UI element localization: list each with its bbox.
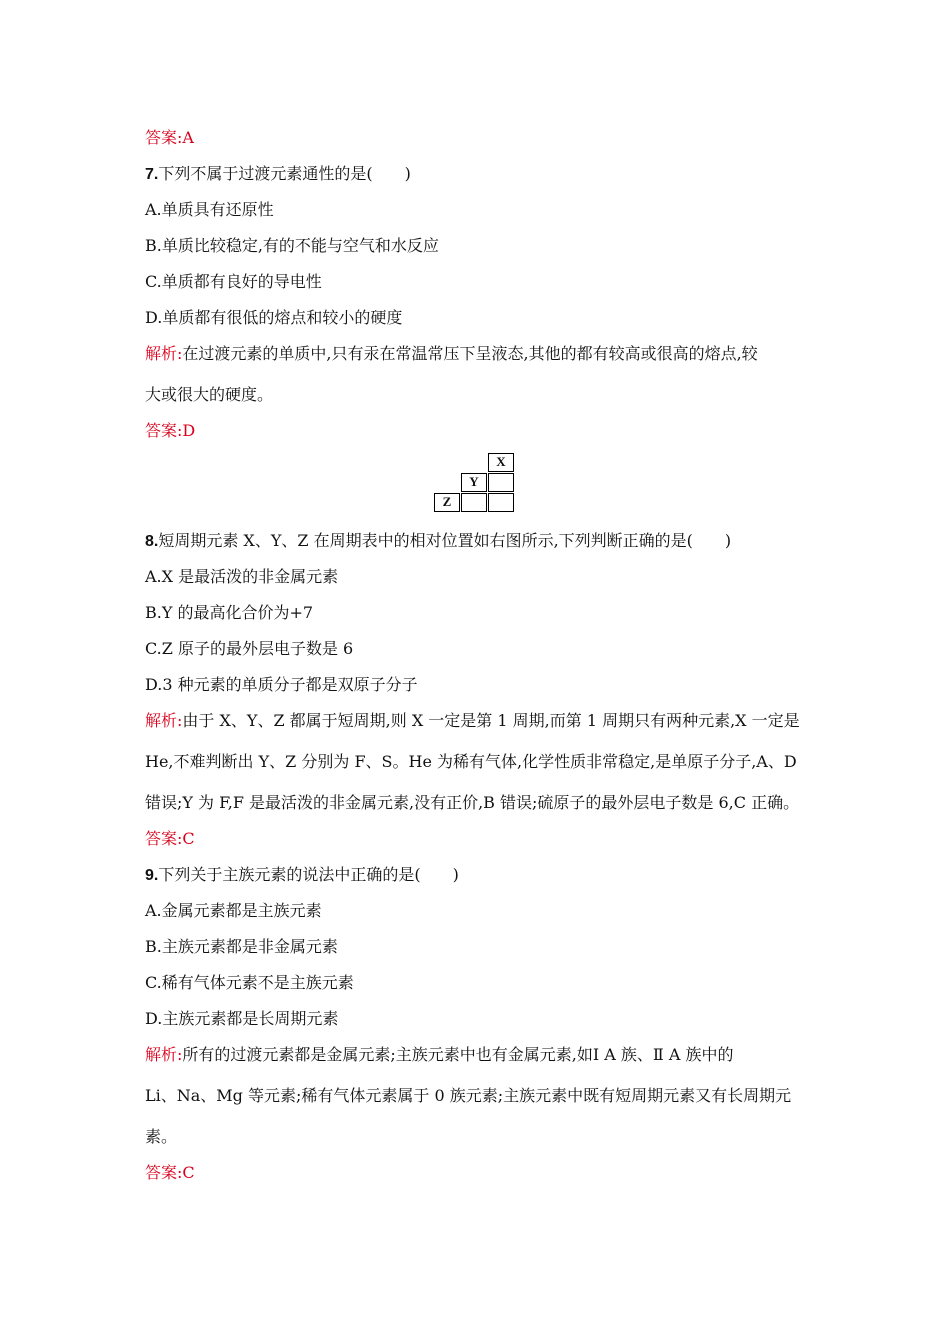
analysis-label: 解析: bbox=[145, 344, 183, 363]
cell-x: X bbox=[488, 453, 514, 472]
q7-analysis-line-2: 大或很大的硬度。 bbox=[145, 385, 274, 404]
question-9-stem bbox=[145, 865, 459, 886]
cell-empty bbox=[488, 473, 514, 492]
q7-option-c: C.单质都有良好的导电性 bbox=[145, 272, 322, 291]
question-8-stem bbox=[145, 531, 731, 552]
analysis-text: 所有的过渡元素都是金属元素;主族元素中也有金属元素,如Ⅰ A 族、Ⅱ A 族中的 bbox=[182, 1045, 734, 1064]
answer-label: 答案: bbox=[145, 1163, 183, 1182]
q7-analysis-line-1 bbox=[145, 344, 758, 364]
answer-label: 答案: bbox=[145, 829, 183, 848]
cell-y: Y bbox=[461, 473, 487, 492]
q8-option-a: A.X 是最活泼的非金属元素 bbox=[145, 567, 339, 586]
question-text: 短周期元素 X、Y、Z 在周期表中的相对位置如右图所示,下列判断正确的是( ) bbox=[158, 531, 732, 550]
analysis-label: 解析: bbox=[145, 711, 183, 730]
answer-line-q8 bbox=[145, 829, 195, 849]
question-7-stem bbox=[145, 164, 411, 185]
answer-line-q6 bbox=[145, 128, 194, 148]
question-number: 8. bbox=[145, 533, 159, 550]
cell-empty bbox=[488, 493, 514, 512]
q7-option-b: B.单质比较稳定,有的不能与空气和水反应 bbox=[145, 236, 439, 255]
analysis-text: 由于 X、Y、Z 都属于短周期,则 X 一定是第 1 周期,而第 1 周期只有两种元素,X 一定是 bbox=[182, 711, 800, 730]
q8-option-c: C.Z 原子的最外层电子数是 6 bbox=[145, 639, 354, 658]
cell-empty bbox=[461, 493, 487, 512]
question-number: 9. bbox=[145, 867, 159, 884]
q9-option-b: B.主族元素都是非金属元素 bbox=[145, 937, 338, 956]
question-number: 7. bbox=[145, 166, 159, 183]
q9-option-d: D.主族元素都是长周期元素 bbox=[145, 1009, 339, 1028]
q9-analysis-line-2: Li、Na、Mg 等元素;稀有气体元素属于 0 族元素;主族元素中既有短周期元素又有长周期元 bbox=[145, 1086, 792, 1105]
q9-option-a: A.金属元素都是主族元素 bbox=[145, 901, 322, 920]
q8-analysis-line-3: 错误;Y 为 F,F 是最活泼的非金属元素,没有正价,B 错误;硫原子的最外层电子数是 6,C 正确。 bbox=[145, 793, 800, 812]
q9-analysis-line-1 bbox=[145, 1045, 734, 1065]
answer-value: D bbox=[182, 421, 196, 440]
analysis-label: 解析: bbox=[145, 1045, 183, 1064]
q8-analysis-line-2: He,不难判断出 Y、Z 分别为 F、S。He 为稀有气体,化学性质非常稳定,是单原子分子,A、D bbox=[145, 752, 797, 771]
question-text: 下列不属于过渡元素通性的是( ) bbox=[158, 164, 411, 183]
q8-option-b: B.Y 的最高化合价为+7 bbox=[145, 603, 314, 622]
q9-option-c: C.稀有气体元素不是主族元素 bbox=[145, 973, 354, 992]
answer-label: 答案: bbox=[145, 128, 183, 147]
answer-label: 答案: bbox=[145, 421, 183, 440]
analysis-text: 在过渡元素的单质中,只有汞在常温常压下呈液态,其他的都有较高或很高的熔点,较 bbox=[182, 344, 758, 363]
q7-option-a: A.单质具有还原性 bbox=[145, 200, 274, 219]
answer-value: A bbox=[182, 128, 194, 147]
question-text: 下列关于主族元素的说法中正确的是( ) bbox=[158, 865, 459, 884]
answer-value: C bbox=[182, 829, 195, 848]
q8-analysis-line-1 bbox=[145, 711, 800, 731]
q9-analysis-line-3: 素。 bbox=[145, 1127, 178, 1146]
cell-z: Z bbox=[434, 493, 460, 512]
q7-option-d: D.单质都有很低的熔点和较小的硬度 bbox=[145, 308, 403, 327]
answer-line-q7 bbox=[145, 421, 195, 441]
answer-value: C bbox=[182, 1163, 195, 1182]
q8-option-d: D.3 种元素的单质分子都是双原子分子 bbox=[145, 675, 418, 694]
answer-line-q9 bbox=[145, 1163, 195, 1183]
